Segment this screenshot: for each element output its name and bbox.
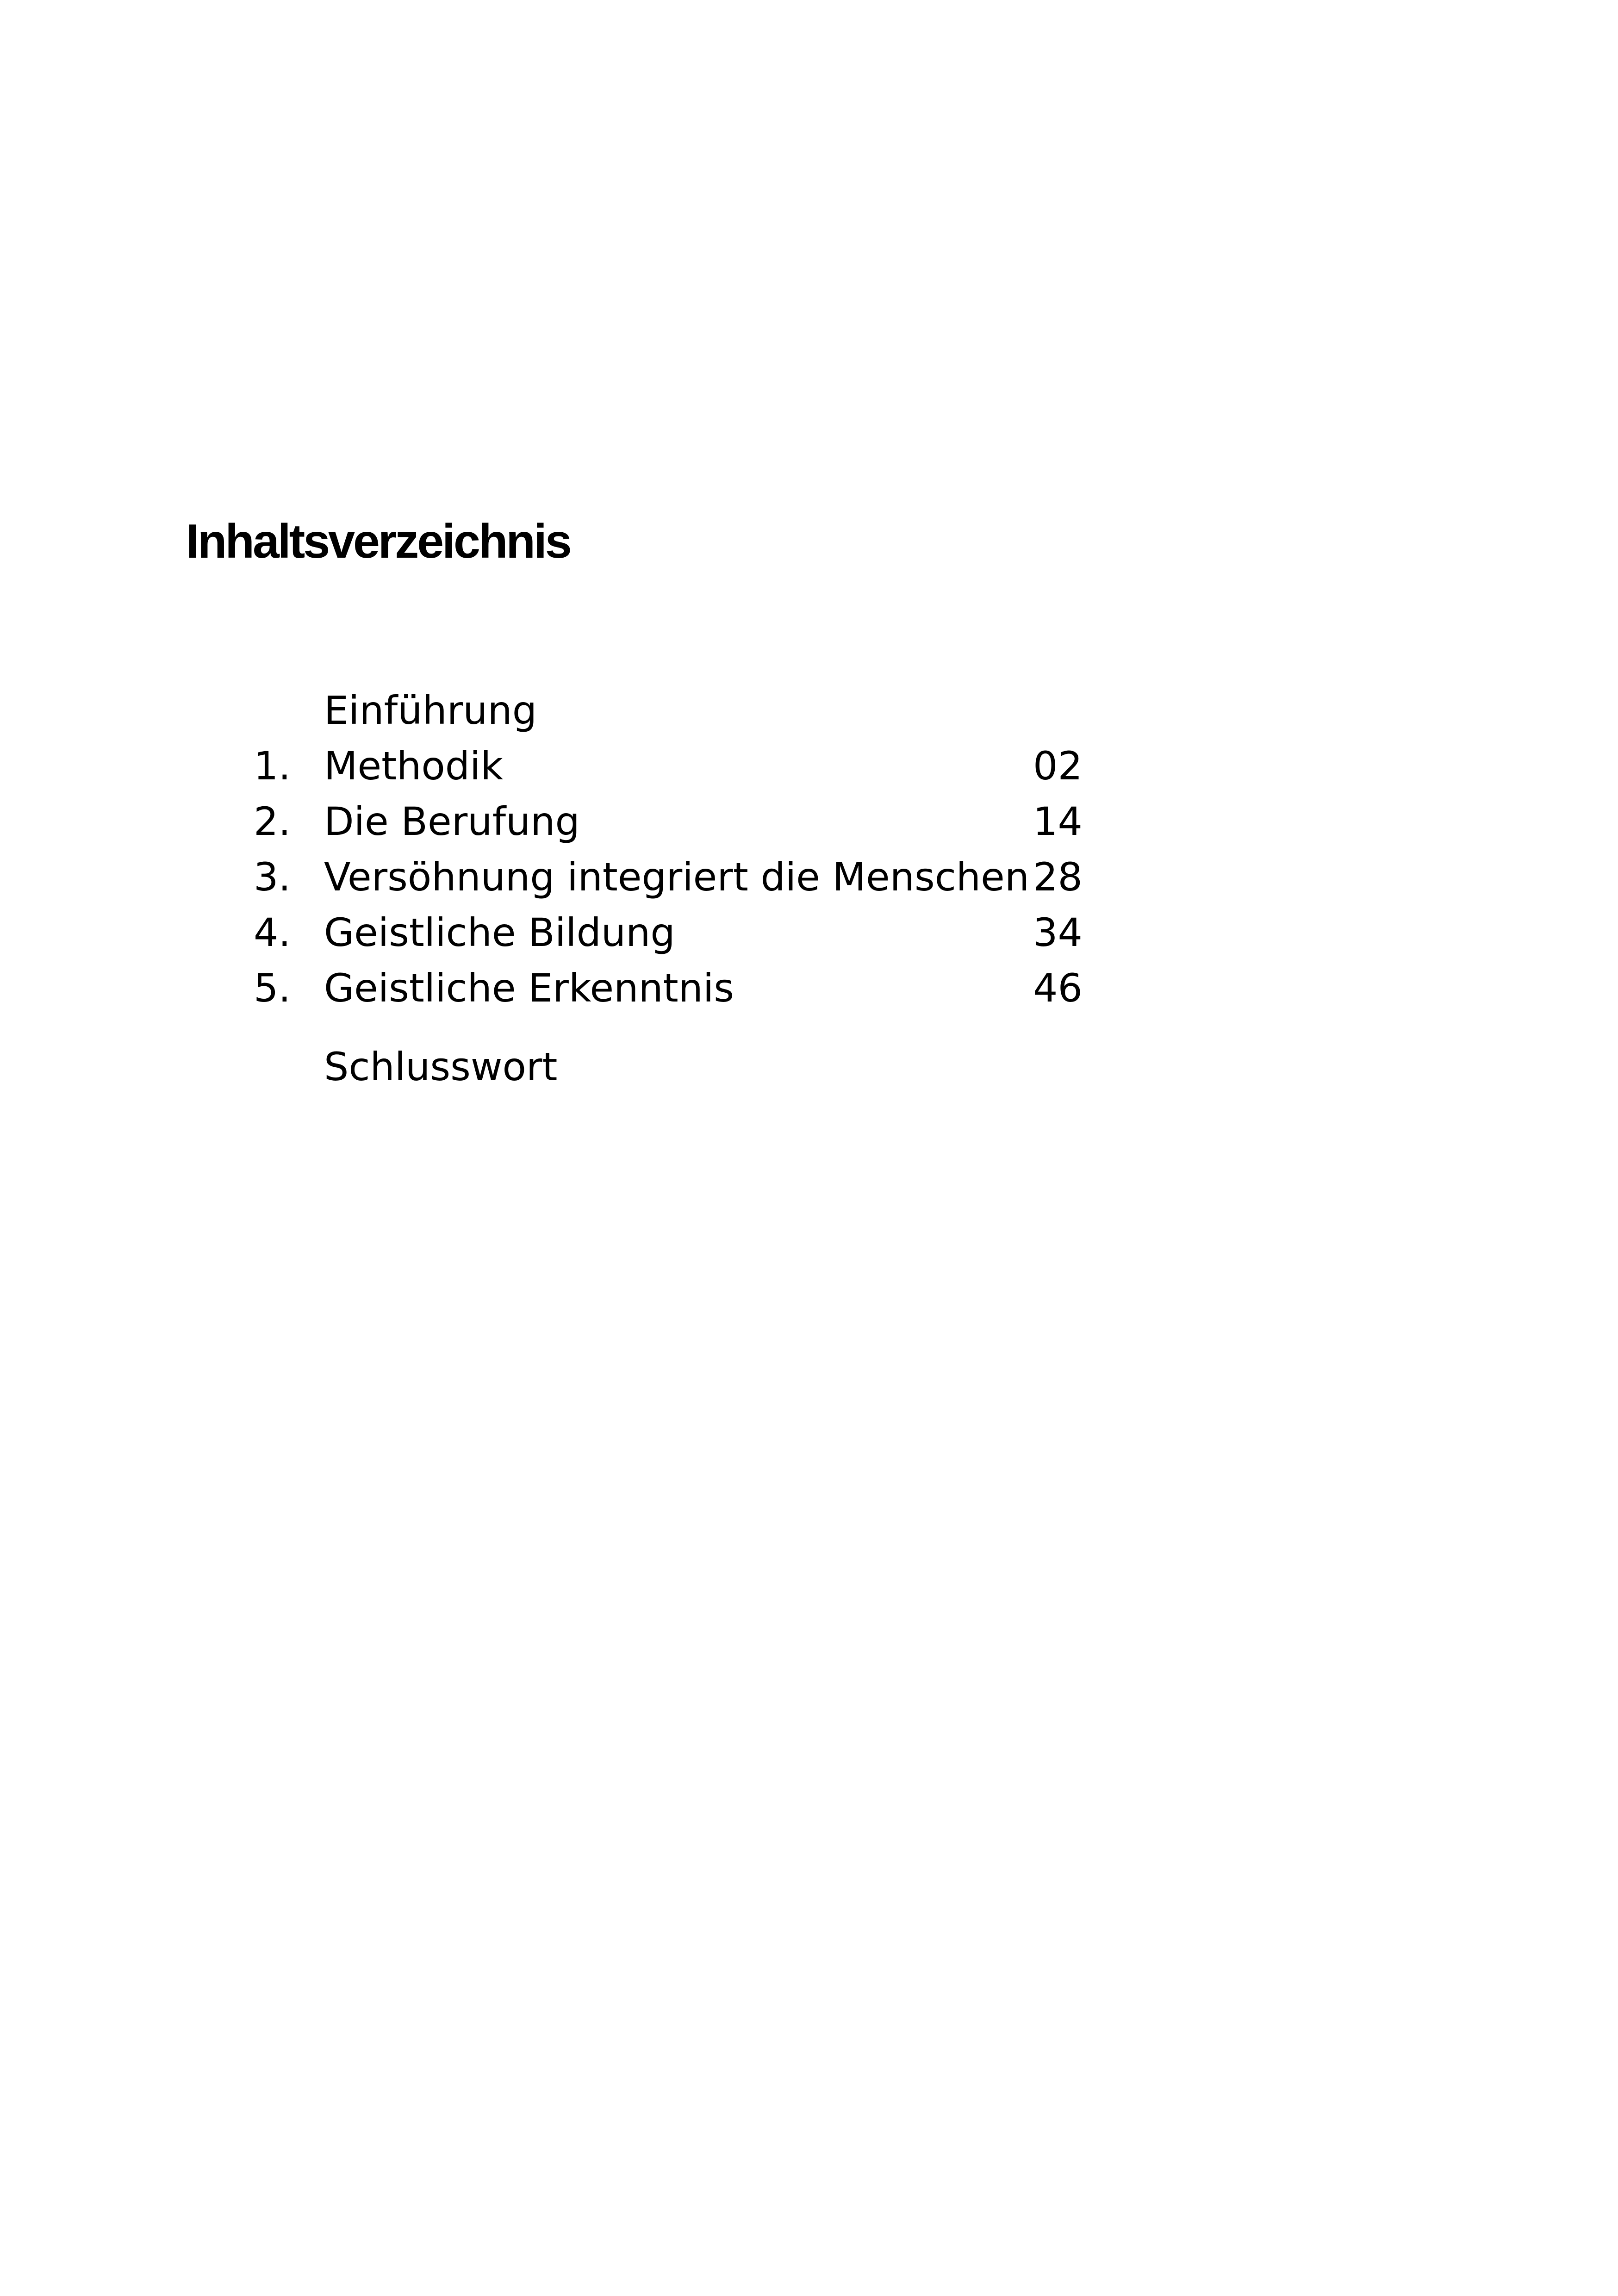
toc-entry-number: 2. [254,799,291,844]
toc-entry-label: Methodik [324,743,504,789]
toc-intro [0,685,1618,736]
page-title: Inhaltsverzeichnis [186,515,570,568]
toc-entry-label: Die Berufung [324,799,580,844]
toc-entry-label: Geistliche Bildung [324,910,675,955]
toc-entry-number: 4. [254,910,291,955]
toc-entry [0,796,1618,847]
toc-closing-label: Schlusswort [324,1044,558,1089]
toc-entry [0,852,1618,902]
toc-entry-page: 46 [1033,965,1083,1011]
toc-entry-page: 02 [1033,743,1083,789]
toc-entry-page: 14 [1033,799,1083,844]
toc-entry-page: 34 [1033,910,1083,955]
toc-closing [0,1041,1618,1092]
toc-entry-page: 28 [1033,854,1083,900]
toc-entry [0,963,1618,1014]
toc-entry [0,907,1618,958]
toc-entry-label: Geistliche Erkenntnis [324,965,734,1011]
toc-entry-number: 1. [254,743,291,789]
toc-entry-label: Versöhnung integriert die Menschen [324,854,1030,900]
toc-entry-number: 5. [254,965,291,1011]
toc-entry-number: 3. [254,854,291,900]
toc-entry [0,740,1618,791]
toc-intro-label: Einführung [324,688,537,733]
